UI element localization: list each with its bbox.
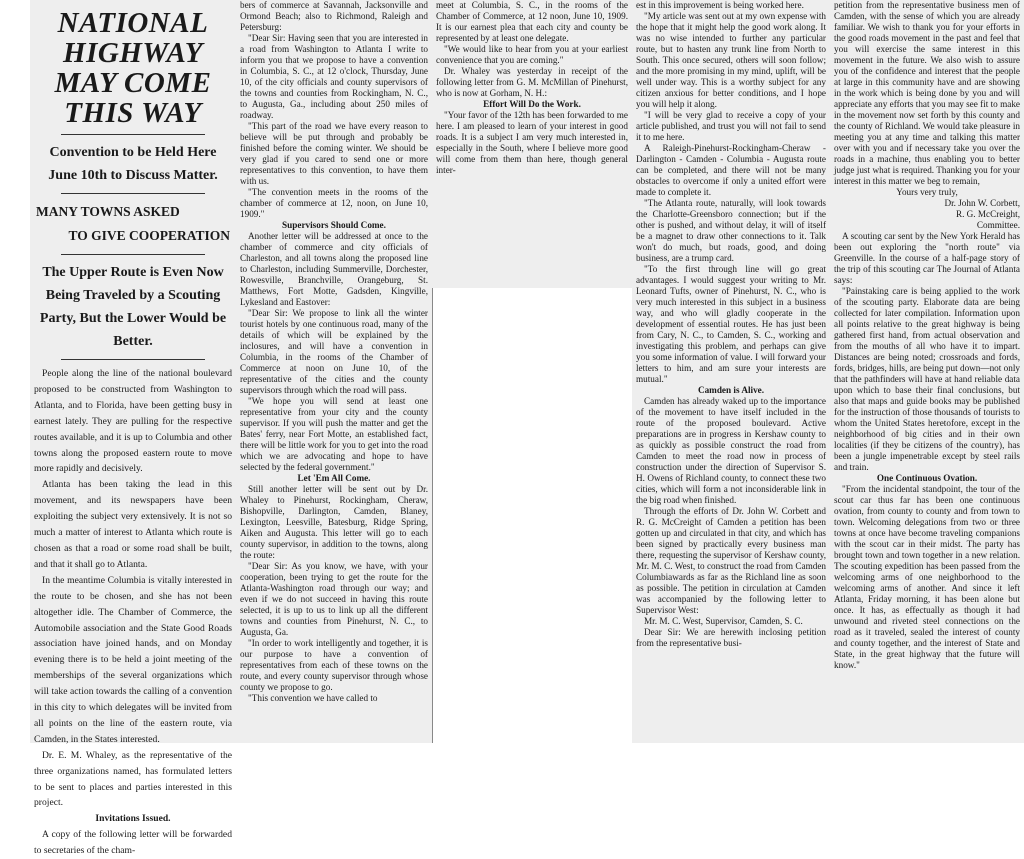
article-paragraph: est in this improvement is being worked here. <box>636 0 804 10</box>
section-heading: Let 'Em All Come. <box>297 473 371 483</box>
article-paragraph: "We hope you will send at least one representative from your city and the county supervisor. If you will push the matter and get the Bates' ferry, near Fort Motte, an established fact, there will be little work for you to get into the road which we are advocating and hope to have selected by the federal government." <box>240 396 428 472</box>
deck-3: The Upper Route is Even Now Being Traveled by a Scouting Party, But the Lower Would be Better. <box>39 265 227 349</box>
article-paragraph: People along the line of the national boulevard proposed to be constructed from Washington to Atlanta, and to Florida, have been getting busy in earnest lately. They are pulling for the respective routes available, and it is up to Columbia and other towns along the proposed eastern route to move more rapidly and decisively. <box>34 368 232 475</box>
deck-2-line-1: MANY TOWNS ASKED <box>36 204 180 219</box>
article-paragraph: "The Atlanta route, naturally, will look towards the Charlotte-Greensboro connection; but if the other is pushed, and without delay, it will of itself be a magnet to draw other connections to it. Talk won't do much, but roads, good, and doing business, are a trump card. <box>636 198 826 263</box>
article-paragraph: "I will be very glad to receive a copy of your article published, and trust you will not fail to send it to me here. <box>636 110 826 142</box>
article-paragraph: "From the incidental standpoint, the tour of the scout car thus far has been one continuous ovation, from county to county and from town to town. Welcoming delegations from two or three towns at once have become traveling companions with the scout car in their midst. The party has brought town and town together in a new relation. The scouting expedition has been passed from the welcoming arms of one neighborhood to the welcoming arms of another. And since it left Atlanta, Friday morning, it has been alone but once. It has, as effectually as though it had unwound and riveted steel connections on the road as it traveled, sealed the interest of county and county together, and the interest of State and State, in the great highway that the future will know." <box>834 484 1020 670</box>
article-paragraph: "In order to work intelligently and together, it is our purpose to have a convention of representatives from each of these towns on the route, and every county supervisor through whose county we propose to go. <box>240 638 428 692</box>
headline-line-2: MAY COME THIS WAY <box>54 67 212 129</box>
divider <box>61 359 205 360</box>
article-paragraph: "Your favor of the 12th has been forwarded to me here. I am pleased to learn of your interest in good roads. It is a subject I am very much interested in, especially in the South, where I believe more good will come from them than here, though general inter- <box>436 110 628 175</box>
section-heading: Supervisors Should Come. <box>282 220 386 230</box>
article-paragraph: Mr. M. C. West, Supervisor, Camden, S. C. <box>644 616 803 626</box>
divider <box>61 193 205 194</box>
letter-signature: Dr. John W. Corbett, <box>944 198 1020 208</box>
article-paragraph: "Dear Sir: As you know, we have, with your cooperation, been trying to get the route for the Atlanta-Washington road through our way; and even if we do not succeed in having this route selected, it is up to us to link up all the different towns and counties from Pinehurst, N. C., to Augusta, Ga. <box>240 561 428 637</box>
article-paragraph: meet at Columbia, S. C., in the rooms of the Chamber of Commerce, at 12 noon, June 10, 1909. It is our earnest plea that each city and county be represented by at least one delegate. <box>436 0 628 43</box>
column-3 <box>432 0 633 288</box>
divider <box>61 134 205 135</box>
article-paragraph: In the meantime Columbia is vitally interested in the route to be chosen, and she has not been altogether idle. The Chamber of Commerce, the Automobile association and the State Good Roads association have joined hands, and on Monday evening there is to be held a joint meeting of the memberships of the several organizations which will take action towards the calling of a convention in this city to which delegates will be invited from all points on the line of the eastern route, via Camden, in the States interested. <box>34 574 232 745</box>
article-paragraph: "Dear Sir: We propose to link all the winter tourist hotels by one continuous road, many of the details of which will be explained by the inclosures, and will have a convention in Columbia, in the rooms of the Chamber of Commerce at noon on June 10, of the representative of the cities and the county supervisors through which the road will pass. <box>240 308 428 395</box>
article-paragraph: A Raleigh-Pinehurst-Rockingham-Cheraw - Darlington - Camden - Columbia - Augusta route can be completed, and there will not be many obstacles to overcome if only a united effort were made to complete it. <box>636 143 826 197</box>
article-paragraph: petition from the representative business men of Camden, with the sense of which you are already familiar. We wish to thank you for your efforts in the good roads movement in the past and feel that you will exercise the same interest in this movement in the future. We also wish to assure you of the confidence and interest that the people at large in this community have and are showing in the work which is being done by you and will appreciate any efforts that you may see fit to make in the movement now set forth by this county and the county of Richland. We would take pleasure in meeting you at any time and talking this matter over with you and if necessary take you over the roads in a machine, thus enabling you to better judge just what is required. Thanking you for your interest in this matter we beg to remain, <box>834 0 1020 186</box>
column-5 <box>830 0 1024 743</box>
article-paragraph: "This convention we have called to <box>248 693 378 703</box>
article-paragraph: "To the first through line will go great advantages. I would suggest your writing to Mr. Leonard Tufts, owner of Pinehurst, N. C., who is very much interested in this subject in a business way, and who will gladly cooperate in the development of essential routes. He has just been from Cary, N. C., to Camden, S. C., working and investigating this problem, and perhaps can give you some information of value. I will forward your letters to him, and am sure your interests are mutual." <box>636 264 826 384</box>
section-heading: Camden is Alive. <box>697 385 765 395</box>
column-2 <box>236 0 433 743</box>
letter-closing: Yours very truly, <box>896 187 958 197</box>
letter-signature: R. G. McCreight, <box>955 209 1020 219</box>
article-paragraph: "Dear Sir: Having seen that you are interested in a road from Washington to Atlanta I write to inform you that we propose to have a convention in Columbia, S. C., at 12 o'clock, Thursday, June 10, of the city officials and county supervisors of the towns and counties from Rockingham, N. C., to Augusta, Ga., including about 250 miles of roadway. <box>240 33 428 120</box>
column-4 <box>632 0 831 743</box>
article-paragraph: "My article was sent out at my own expense with the hope that it might help the good work along. It was no wise intended to further any particular route, but to hasten any trunk line from North to South. This once secured, others will soon follow; and the more promising in my mind, uplift, will be well under way. This is a worthy subject for any citizen anxious for better conditions, and I hope you will help it along. <box>636 11 826 109</box>
article-paragraph: "Painstaking care is being applied to the work of the scouting party. Elaborate data are being collected for later compilation. Information upon all points relative to the great highway is being gathered first hand, from actual observation and from the mouths of all who have it to impart. Distances are being noted; crossroads and fords, fords, bridges, hills, are being put down—not only that the pathfinders will have at hand reliable data upon which to base their final conclusions, but also that maps and guide books may be published for the instruction of those thousands of tourists to whom the United States heretofore, except in the neighborhood of big cities and in their own localities (if they be citizens of the country), has been a jungle impenetrable except by steel rails and train. <box>834 286 1020 472</box>
article-paragraph: Camden has already waked up to the importance of the movement to have itself included in the route of the proposed boulevard. Active preparations are in progress in Kershaw county to as quickly as possible construct the road from Camden to meet the road now in process of construction under the direction of Supervisor S. H. Owens of Richland county, to connect these two cities, which will form a not inconsiderable link in the big road when finished. <box>636 396 826 505</box>
section-heading: Invitations Issued. <box>95 813 171 825</box>
article-paragraph: "We would like to hear from you at your earliest convenience that you are coming." <box>436 44 628 65</box>
article-paragraph: "This part of the road we have every reason to believe will be put through and probably be finished before the coming winter. We should be very glad if you cared to send one or more representatives to this convention, to have them with us. <box>240 121 428 186</box>
deck-2-line-2: TO GIVE COOPERATION <box>68 228 230 243</box>
article-paragraph: Atlanta has been taking the lead in this movement, and its newspapers have been exploiting the subject very extensively. It is not so much a matter of interest to Atlanta which route is chosen as that a road or some road shall be built, and that it shall go to Atlanta. <box>34 479 232 570</box>
article-paragraph: A copy of the following letter will be forwarded to secretaries of the cham- <box>34 829 232 857</box>
article-paragraph: Another letter will be addressed at once to the chamber of commerce and city officials of Charleston, and all towns along the proposed line to Charleston, including Summerville, Dorchester, Rowesville, Branchville, Orangeburg, St. Matthews, Fort Motte, Gadsden, Kingville, Lykesland and Eastover: <box>240 231 428 307</box>
letter-signature: Committee. <box>976 220 1020 230</box>
headline-line-1: NATIONAL HIGHWAY <box>57 7 209 69</box>
article-paragraph: Through the efforts of Dr. John W. Corbett and R. G. McCreight of Camden a petition has been gotten up and circulated in that city, and which has been signed by practically every business man there, requesting the supervisor of Kershaw county, Mr. M. C. West, to construct the road from Camden Columbiawards as far as the Richland line as soon as possible. The petition in circulation at Camden was accompanied by the following letter to Supervisor West: <box>636 506 826 615</box>
section-heading: One Continuous Ovation. <box>876 473 978 483</box>
article-paragraph: Dear Sir: We are herewith inclosing petition from the representative busi- <box>636 627 826 648</box>
divider <box>61 254 205 255</box>
article-paragraph: bers of commerce at Savannah, Jacksonville and Ormond Beach; also to Richmond, Raleigh and Petersburg: <box>240 0 428 32</box>
column-1 <box>30 0 237 857</box>
article-paragraph: Dr. Whaley was yesterday in receipt of the following letter from G. M. McMillan of Pinehurst, who is now at Gorham, N. H.: <box>436 66 628 98</box>
article-paragraph: Still another letter will be sent out by Dr. Whaley to Pinehurst, Rockingham, Cheraw, Bishopville, Darlington, Camden, Blaney, Lexington, Leesville, Batesburg, Ridge Spring, Aiken and Augusta. This letter will go to each county supervisor, in addition to the towns, along the route: <box>240 484 428 560</box>
article-paragraph: "The convention meets in the rooms of the chamber of commerce at 12, noon, on June 10, 1909." <box>240 187 428 219</box>
section-heading: Effort Will Do the Work. <box>483 99 581 109</box>
deck-1: Convention to be Held Here June 10th to Discuss Matter. <box>48 145 218 183</box>
article-paragraph: Dr. E. M. Whaley, as the representative of the three organizations named, has formulated letters to be sent to places and parties interested in this project. <box>34 749 232 809</box>
article-paragraph: A scouting car sent by the New York Herald has been out exploring the "north route" via Greenville. In the course of a half-page story of the trip of this scouting car The Journal of Atlanta says: <box>834 231 1020 285</box>
